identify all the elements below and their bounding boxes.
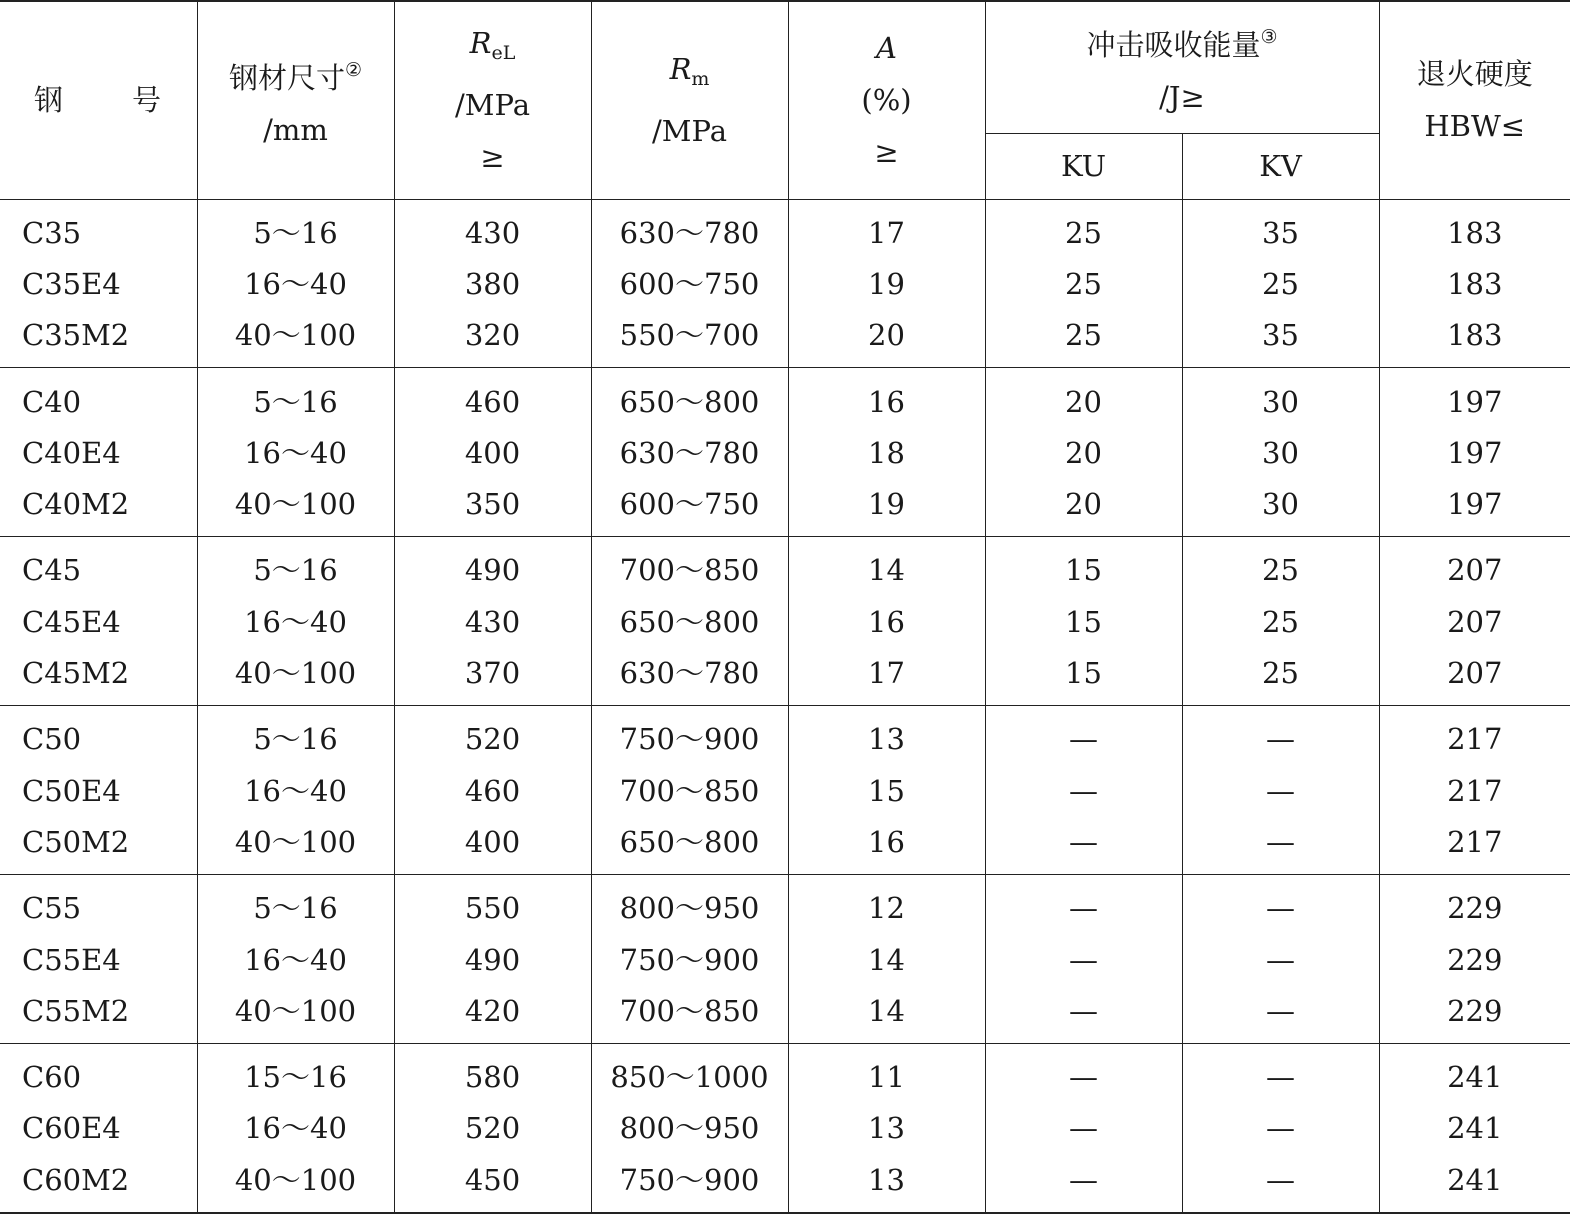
- cell-a: 19: [788, 259, 985, 310]
- header-size-note: ②: [344, 59, 363, 82]
- header-rm-unit: /MPa: [652, 114, 727, 149]
- cell-grade: C55M2: [0, 986, 197, 1044]
- table-row: [0, 199, 1570, 259]
- cell-hbw: 229: [1379, 986, 1570, 1044]
- table-row: [0, 875, 1570, 935]
- cell-ku: —: [985, 817, 1182, 875]
- cell-grade: C45M2: [0, 648, 197, 706]
- header-impact: [985, 1, 1379, 133]
- cell-rm: 650～800: [591, 368, 788, 428]
- cell-kv: —: [1182, 1043, 1379, 1103]
- cell-kv: 30: [1182, 479, 1379, 537]
- cell-kv: 25: [1182, 648, 1379, 706]
- cell-a: 14: [788, 986, 985, 1044]
- header-impact-unit: /J≥: [1159, 80, 1205, 115]
- cell-ku: 20: [985, 368, 1182, 428]
- cell-kv: 30: [1182, 368, 1379, 428]
- cell-a: 16: [788, 817, 985, 875]
- cell-size: 5～16: [197, 199, 394, 259]
- cell-grade: C40E4: [0, 428, 197, 479]
- table-row: [0, 310, 1570, 368]
- cell-ku: —: [985, 1103, 1182, 1154]
- cell-rel: 400: [394, 817, 591, 875]
- cell-grade: C60: [0, 1043, 197, 1103]
- cell-a: 12: [788, 875, 985, 935]
- cell-rm: 630～780: [591, 648, 788, 706]
- cell-size: 5～16: [197, 875, 394, 935]
- cell-rm: 600～750: [591, 479, 788, 537]
- table-row: [0, 817, 1570, 875]
- cell-kv: —: [1182, 706, 1379, 766]
- cell-size: 16～40: [197, 597, 394, 648]
- cell-rm: 630～780: [591, 428, 788, 479]
- header-rel-sub: eL: [491, 42, 516, 65]
- cell-rm: 700～850: [591, 765, 788, 816]
- cell-grade: C45E4: [0, 597, 197, 648]
- cell-hbw: 241: [1379, 1155, 1570, 1213]
- header-a-unit: (%): [861, 83, 912, 118]
- header-size: [197, 1, 394, 199]
- cell-ku: 25: [985, 310, 1182, 368]
- cell-kv: —: [1182, 765, 1379, 816]
- cell-ku: —: [985, 706, 1182, 766]
- table-row: [0, 648, 1570, 706]
- cell-hbw: 217: [1447, 773, 1503, 808]
- cell-size: 40～100: [197, 479, 394, 537]
- cell-size: 40～100: [197, 817, 394, 875]
- cell-ku: —: [985, 1155, 1182, 1213]
- cell-ku: —: [985, 875, 1182, 935]
- table-row: [0, 368, 1570, 428]
- cell-grade: C50: [0, 706, 197, 766]
- cell-size: 16～40: [197, 765, 394, 816]
- table-row: [0, 259, 1570, 310]
- cell-ku: 15: [985, 648, 1182, 706]
- cell-hbw: 229: [1447, 942, 1503, 977]
- table-row: [0, 986, 1570, 1044]
- cell-rm: 750～900: [591, 706, 788, 766]
- cell-kv: 30: [1182, 428, 1379, 479]
- cell-hbw: 183: [1447, 266, 1503, 301]
- cell-a: 17: [788, 648, 985, 706]
- cell-rm: 700～850: [591, 537, 788, 597]
- cell-rm: 600～750: [591, 259, 788, 310]
- cell-grade: C35E4: [0, 259, 197, 310]
- header-ku: KU: [985, 133, 1182, 199]
- cell-kv: —: [1182, 934, 1379, 985]
- cell-rm: 650～800: [591, 817, 788, 875]
- cell-grade: C60M2: [0, 1155, 197, 1213]
- cell-rel: 490: [394, 934, 591, 985]
- cell-kv: 35: [1182, 310, 1379, 368]
- cell-a: 13: [788, 1103, 985, 1154]
- header-rm-symbol: R: [669, 52, 692, 87]
- cell-a: 14: [788, 934, 985, 985]
- cell-a: 16: [788, 597, 985, 648]
- cell-kv: —: [1182, 1155, 1379, 1213]
- cell-hbw: 207: [1447, 604, 1503, 639]
- cell-grade: C50E4: [0, 765, 197, 816]
- cell-size: 40～100: [197, 648, 394, 706]
- header-size-unit: /mm: [263, 113, 328, 148]
- cell-a: 18: [788, 428, 985, 479]
- cell-kv: —: [1182, 875, 1379, 935]
- cell-ku: 15: [985, 597, 1182, 648]
- cell-kv: 35: [1182, 199, 1379, 259]
- header-rm: [591, 1, 788, 199]
- table-row: [0, 479, 1570, 537]
- cell-hbw: 241: [1447, 1111, 1503, 1146]
- cell-size: 15～16: [197, 1043, 394, 1103]
- cell-rel: 580: [394, 1043, 591, 1103]
- cell-ku: 20: [985, 479, 1182, 537]
- cell-rel: 420: [394, 986, 591, 1044]
- header-size-label: 钢材尺寸: [228, 61, 345, 96]
- cell-ku: —: [985, 765, 1182, 816]
- table-row: [0, 1043, 1570, 1103]
- header-rel-unit: /MPa: [455, 88, 530, 123]
- table-row: [0, 1155, 1570, 1213]
- cell-hbw: 229: [1447, 891, 1503, 926]
- cell-grade: C40: [0, 368, 197, 428]
- table-row: [0, 1103, 1570, 1154]
- cell-a: 17: [788, 199, 985, 259]
- cell-hbw: 207: [1379, 648, 1570, 706]
- cell-grade: C45: [0, 537, 197, 597]
- header-impact-note: ③: [1260, 26, 1278, 49]
- cell-hbw: 197: [1379, 479, 1570, 537]
- cell-rel: 520: [394, 706, 591, 766]
- cell-size: 40～100: [197, 310, 394, 368]
- header-hbw-label: 退火硬度: [1416, 57, 1533, 92]
- cell-size: 5～16: [197, 706, 394, 766]
- cell-rel: 350: [394, 479, 591, 537]
- cell-a: 13: [788, 1155, 985, 1213]
- cell-a: 19: [788, 479, 985, 537]
- cell-grade: C40M2: [0, 479, 197, 537]
- cell-hbw: 183: [1379, 310, 1570, 368]
- cell-size: 40～100: [197, 1155, 394, 1213]
- cell-rel: 430: [394, 199, 591, 259]
- header-grade: [0, 1, 197, 199]
- cell-grade: C35: [0, 199, 197, 259]
- header-hbw: [1379, 1, 1570, 199]
- header-rm-sub: m: [691, 68, 710, 91]
- cell-ku: 15: [985, 537, 1182, 597]
- cell-size: 5～16: [197, 368, 394, 428]
- cell-rm: 850～1000: [591, 1043, 788, 1103]
- header-rel: [394, 1, 591, 199]
- cell-kv: —: [1182, 986, 1379, 1044]
- table-row: [0, 537, 1570, 597]
- table-row: [0, 428, 1570, 479]
- cell-hbw: 197: [1447, 435, 1503, 470]
- cell-hbw: 217: [1379, 817, 1570, 875]
- cell-rm: 750～900: [591, 934, 788, 985]
- header-grade-char-1: 钢: [34, 83, 64, 118]
- table-row: [0, 765, 1570, 816]
- cell-rm: 700～850: [591, 986, 788, 1044]
- header-grade-char-2: 号: [132, 83, 162, 118]
- cell-hbw: 241: [1447, 1060, 1503, 1095]
- header-hbw-unit: HBW≤: [1424, 109, 1526, 144]
- cell-rel: 400: [394, 428, 591, 479]
- table-row: [0, 597, 1570, 648]
- cell-rm: 800～950: [591, 1103, 788, 1154]
- table-row: [0, 934, 1570, 985]
- cell-rel: 520: [394, 1103, 591, 1154]
- table-row: [0, 706, 1570, 766]
- cell-kv: —: [1182, 1103, 1379, 1154]
- table-header: [0, 1, 1570, 199]
- cell-size: 16～40: [197, 934, 394, 985]
- cell-kv: 25: [1182, 537, 1379, 597]
- cell-a: 14: [788, 537, 985, 597]
- cell-size: 5～16: [197, 537, 394, 597]
- cell-hbw: 197: [1447, 384, 1503, 419]
- cell-ku: 20: [985, 428, 1182, 479]
- header-a-cond: ≥: [874, 135, 899, 170]
- cell-size: 40～100: [197, 986, 394, 1044]
- cell-hbw: 183: [1447, 215, 1503, 250]
- cell-rel: 380: [394, 259, 591, 310]
- header-a: [788, 1, 985, 199]
- table-body: [0, 199, 1570, 1213]
- cell-ku: —: [985, 986, 1182, 1044]
- cell-rel: 320: [394, 310, 591, 368]
- cell-rel: 550: [394, 875, 591, 935]
- cell-grade: C50M2: [0, 817, 197, 875]
- cell-a: 20: [788, 310, 985, 368]
- cell-grade: C55E4: [0, 934, 197, 985]
- cell-rel: 450: [394, 1155, 591, 1213]
- cell-rel: 460: [394, 765, 591, 816]
- cell-kv: 25: [1182, 259, 1379, 310]
- header-rel-symbol: R: [469, 26, 492, 61]
- cell-grade: C60E4: [0, 1103, 197, 1154]
- cell-rm: 800～950: [591, 875, 788, 935]
- cell-grade: C35M2: [0, 310, 197, 368]
- cell-rm: 750～900: [591, 1155, 788, 1213]
- cell-a: 15: [788, 765, 985, 816]
- cell-rm: 550～700: [591, 310, 788, 368]
- header-kv: KV: [1182, 133, 1379, 199]
- cell-a: 13: [788, 706, 985, 766]
- cell-kv: 25: [1182, 597, 1379, 648]
- cell-hbw: 217: [1447, 722, 1503, 757]
- cell-a: 11: [788, 1043, 985, 1103]
- header-a-symbol: A: [876, 31, 897, 66]
- cell-ku: —: [985, 934, 1182, 985]
- cell-rel: 490: [394, 537, 591, 597]
- cell-ku: 25: [985, 199, 1182, 259]
- cell-hbw: 207: [1447, 553, 1503, 588]
- cell-size: 16～40: [197, 428, 394, 479]
- cell-kv: —: [1182, 817, 1379, 875]
- cell-size: 16～40: [197, 259, 394, 310]
- cell-a: 16: [788, 368, 985, 428]
- cell-rm: 630～780: [591, 199, 788, 259]
- cell-rel: 460: [394, 368, 591, 428]
- header-rel-cond: ≥: [480, 140, 505, 175]
- cell-size: 16～40: [197, 1103, 394, 1154]
- cell-ku: —: [985, 1043, 1182, 1103]
- cell-grade: C55: [0, 875, 197, 935]
- cell-rel: 430: [394, 597, 591, 648]
- cell-rm: 650～800: [591, 597, 788, 648]
- cell-ku: 25: [985, 259, 1182, 310]
- header-impact-label: 冲击吸收能量: [1086, 28, 1261, 63]
- cell-rel: 370: [394, 648, 591, 706]
